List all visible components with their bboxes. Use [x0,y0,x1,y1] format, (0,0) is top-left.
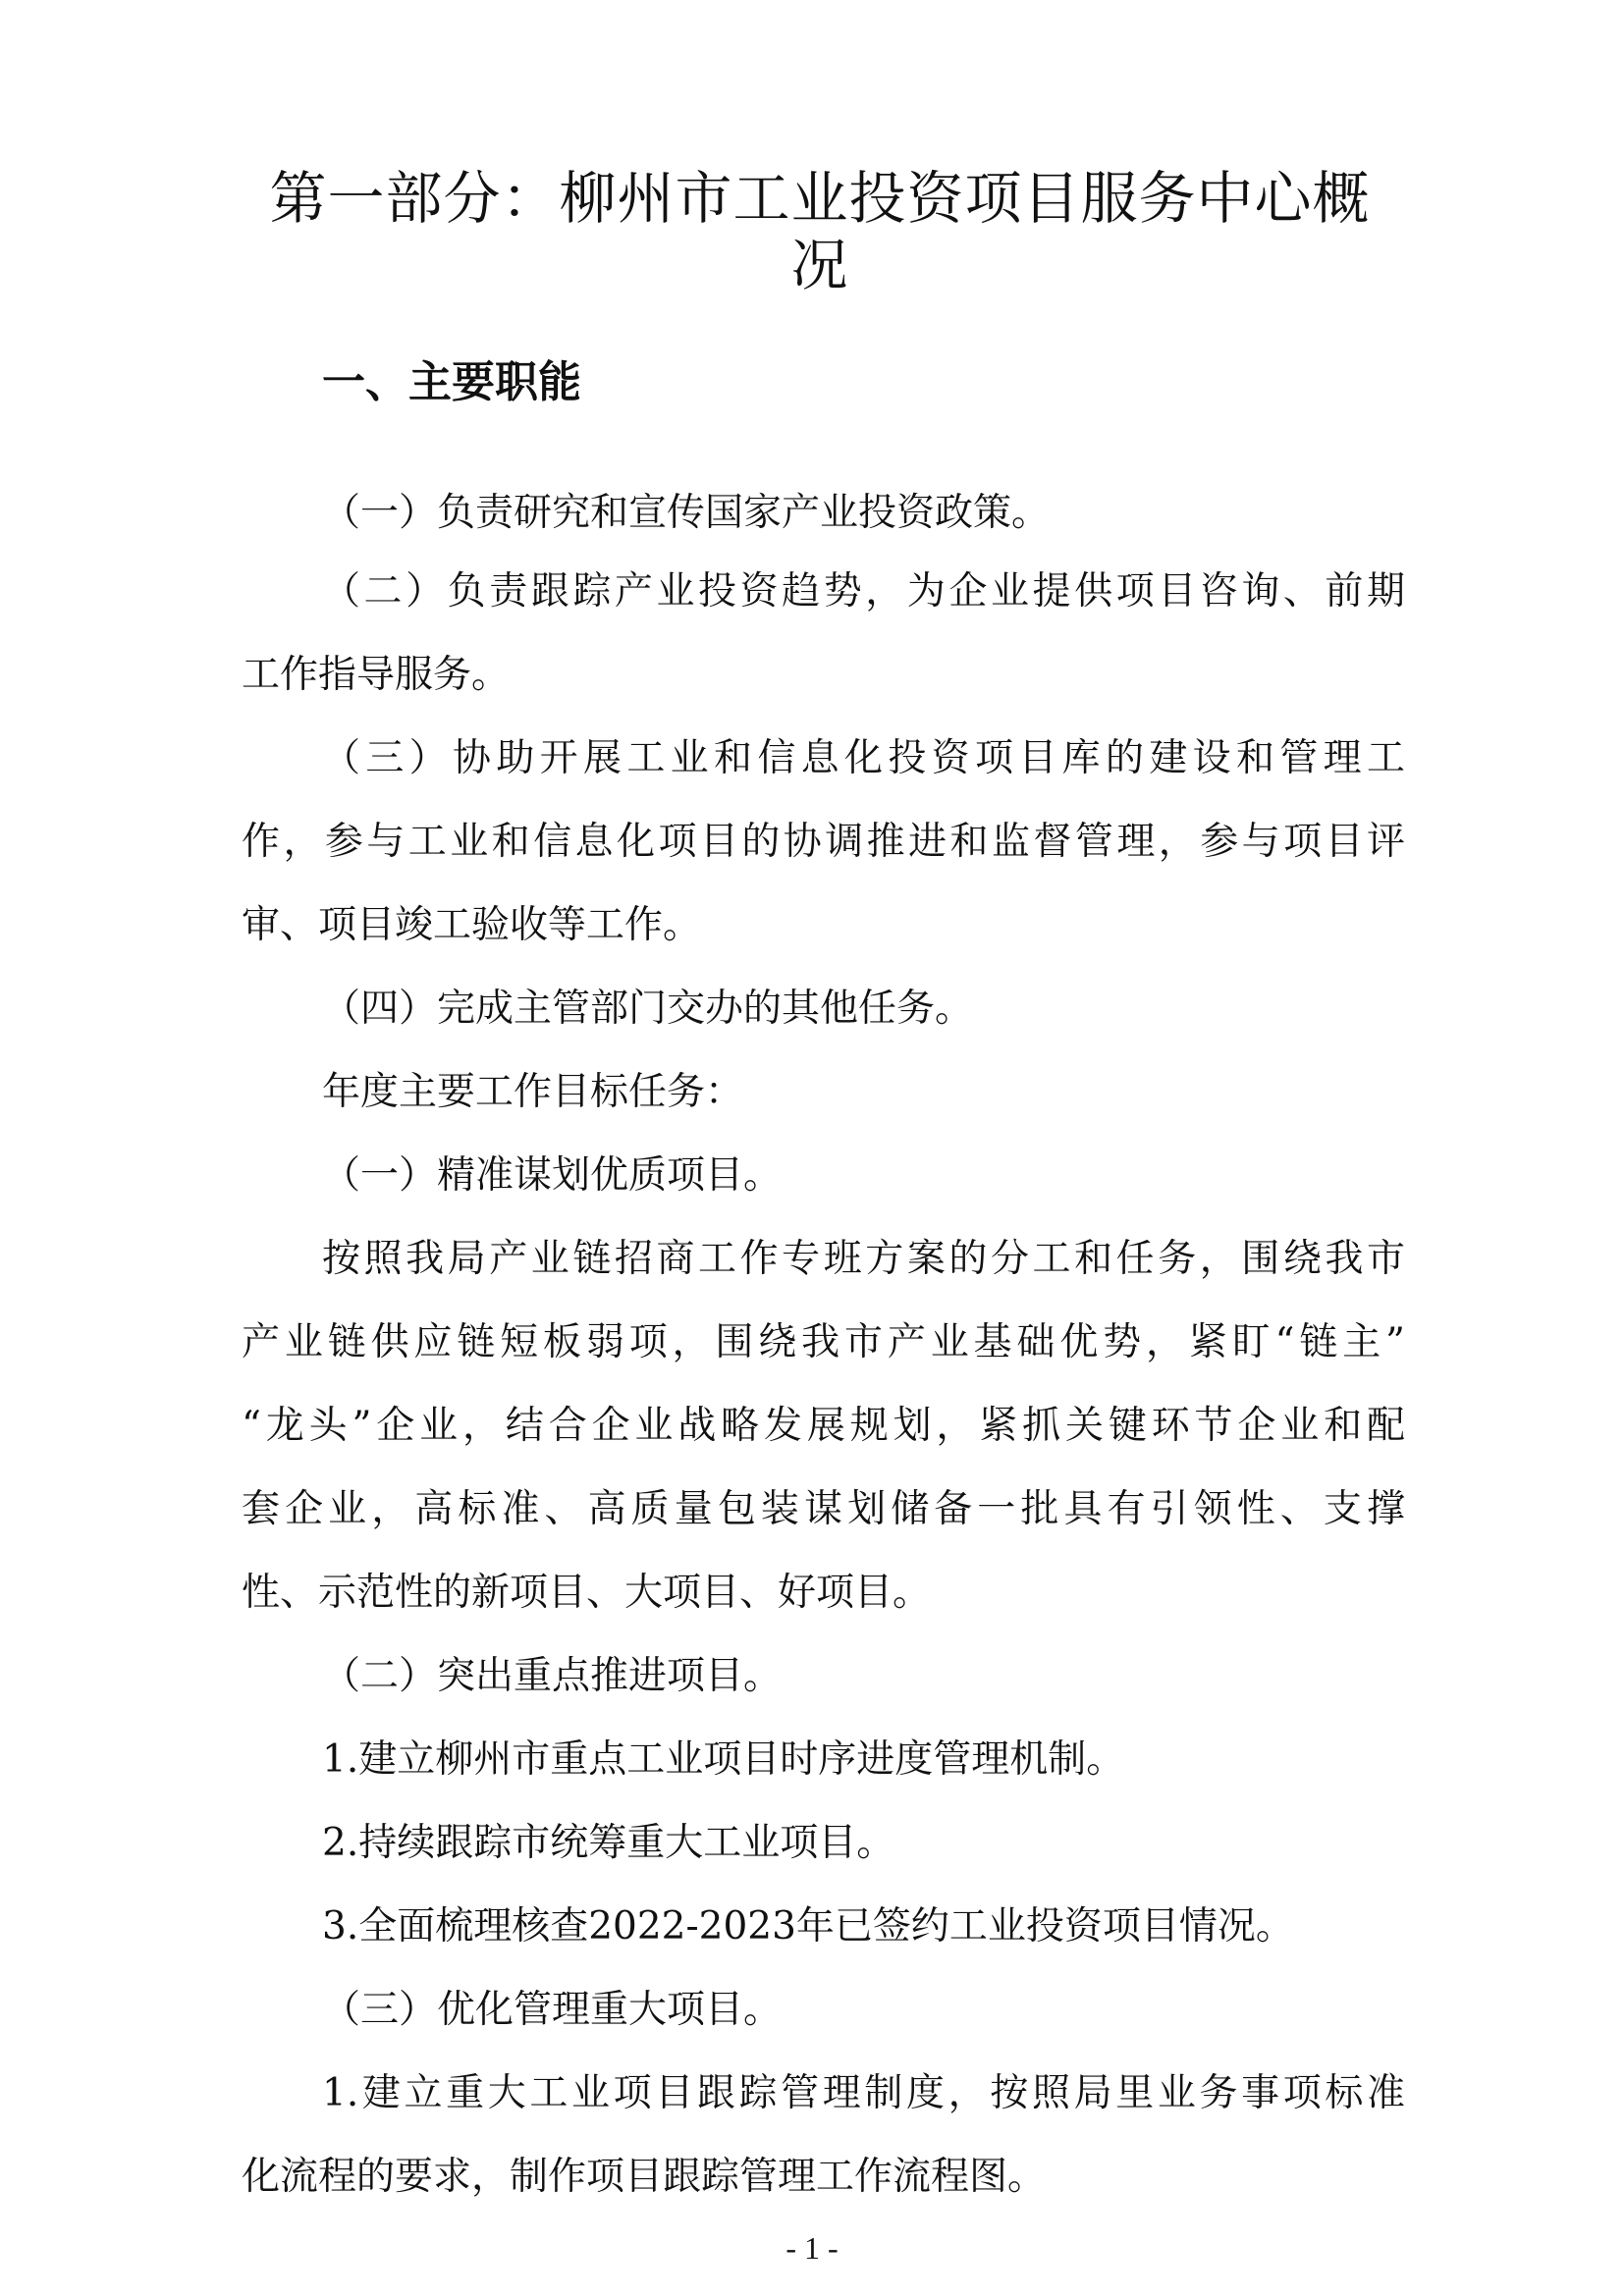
goal-paragraph-1-continued: “龙头”企业，结合企业战略发展规划，紧抓关键环节企业和配 [242,1404,1405,1448]
goal-2-item-3: 3.全面梳理核查2022-2023年已签约工业投资项目情况。 [322,1904,1294,1949]
duty-item-2-continued: 工作指导服务。 [242,653,511,697]
page-title-continued: 况 [790,232,849,298]
duty-item-3: （三）协助开展工业和信息化投资项目库的建设和管理工 [322,736,1405,780]
goal-2-item-2: 2.持续跟踪市统筹重大工业项目。 [322,1821,895,1865]
goal-heading-1: （一）精准谋划优质项目。 [322,1153,783,1198]
duty-item-2: （二）负责跟踪产业投资趋势，为企业提供项目咨询、前期 [322,569,1405,614]
page-title: 第一部分：柳州市工业投资项目服务中心概 [269,165,1371,232]
goal-paragraph-1-continued: 性、示范性的新项目、大项目、好项目。 [242,1571,932,1615]
duty-item-4: （四）完成主管部门交办的其他任务。 [322,987,974,1031]
goal-heading-2: （二）突出重点推进项目。 [322,1654,783,1698]
goal-3-item-1: 1.建立重大工业项目跟踪管理制度，按照局里业务事项标准 [322,2071,1405,2115]
goal-heading-3: （三）优化管理重大项目。 [322,1988,783,2032]
page-number: - 1 - [785,2230,839,2266]
duty-item-1: （一）负责研究和宣传国家产业投资政策。 [322,491,1051,535]
goal-paragraph-1: 按照我局产业链招商工作专班方案的分工和任务，围绕我市 [322,1237,1405,1281]
goal-2-item-1: 1.建立柳州市重点工业项目时序进度管理机制。 [322,1737,1125,1782]
duty-item-3-continued: 作，参与工业和信息化项目的协调推进和监督管理，参与项目评 [242,820,1405,864]
goal-paragraph-1-continued: 产业链供应链短板弱项，围绕我市产业基础优势，紧盯“链主” [242,1320,1405,1364]
section-heading: 一、主要职能 [322,357,581,407]
goal-3-item-1-continued: 化流程的要求，制作项目跟踪管理工作流程图。 [242,2155,1047,2199]
goal-paragraph-1-continued: 套企业，高标准、高质量包装谋划储备一批具有引领性、支撑 [242,1487,1405,1531]
duty-item-3-continued: 审、项目竣工验收等工作。 [242,903,702,947]
annual-goals-label: 年度主要工作目标任务： [322,1070,744,1114]
